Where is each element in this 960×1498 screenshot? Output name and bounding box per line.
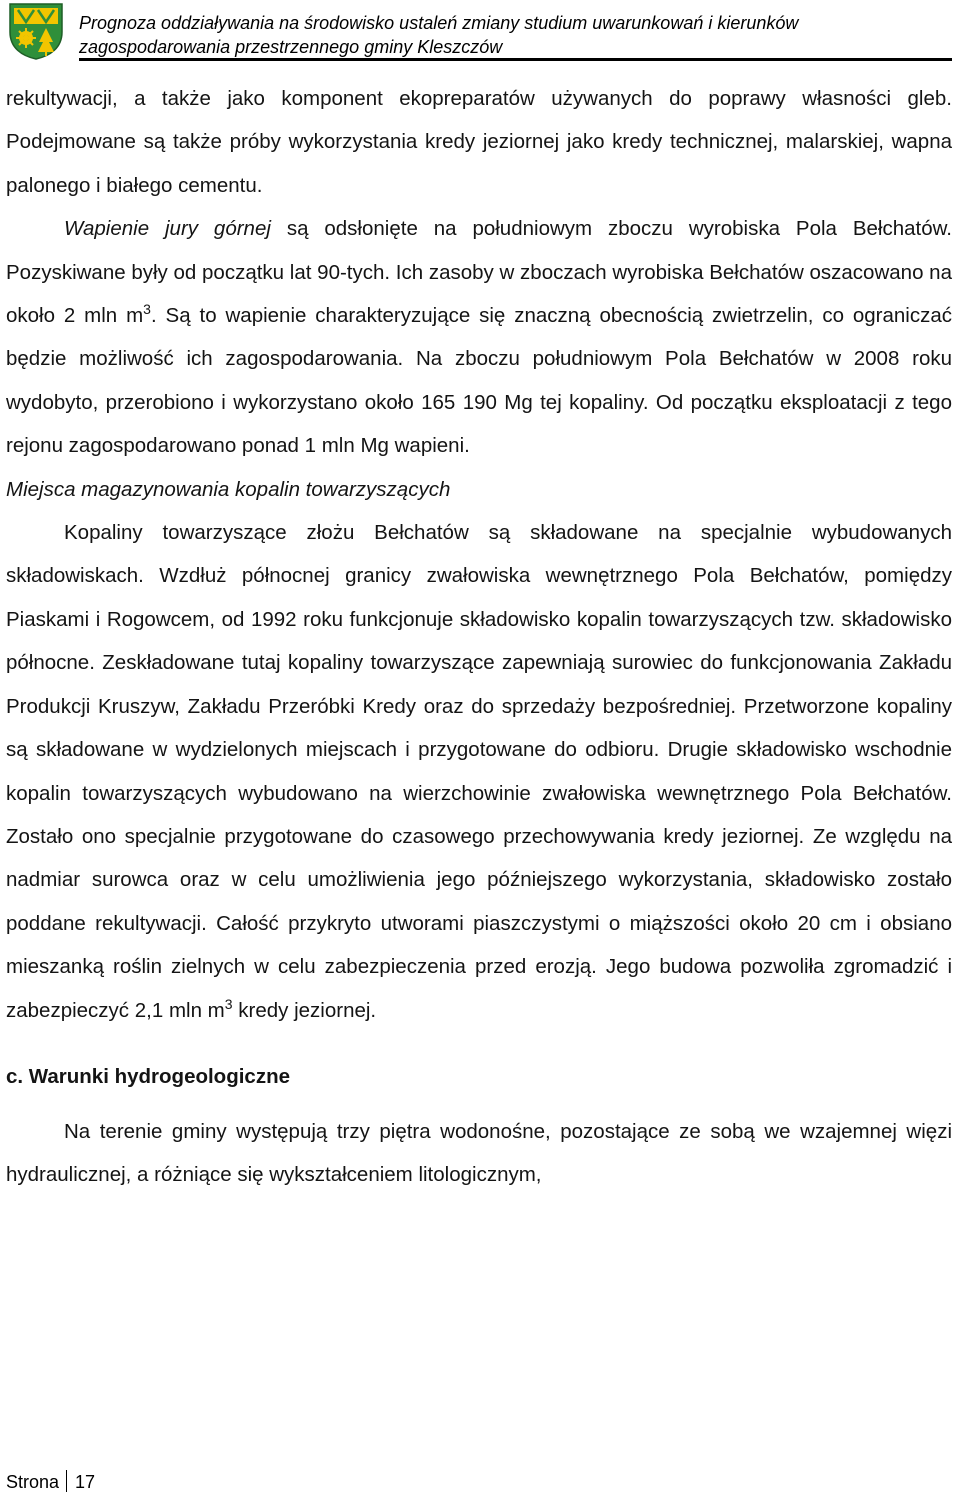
document-title: Prognoza oddziaływania na środowisko ustaleń zmiany studium uwarunkowań i kierunków zagospodarowania przestrzennego gminy Kleszczów — [79, 13, 799, 57]
superscript: 3 — [143, 301, 151, 318]
paragraph-text: Kopaliny towarzyszące złożu Bełchatów są składowane na specjalnie wybudowanych składowiskach. Wzdłuż północnej granicy zwałowiska wewnętrznego Pola Bełchatów, pomiędzy Piaskami i Rogowcem, od 1992 roku funkcjonuje składowisko kopalin towarzyszących tzw. składowisko północne. Zeskładowane tutaj kopaliny towarzyszące zapewniają surowiec do funkcjonowania Zakładu Produkcji Kruszyw, Zakładu Przeróbki Kredy oraz do sprzedaży bezpośredniej. Przetworzone kopaliny są składowane w wydzielonych miejscach i przygotowane do odbioru. Drugie składowisko wschodnie kopalin towarzyszących wybudowano na wierzchowinie zwałowiska wewnętrznego Pola Bełchatów. Zostało ono specjalnie przygotowane do czasowego przechowywania kredy jeziornej. Ze względu na nadmiar surowca oraz w celu umożliwienia jego późniejszego wykorzystania, składowisko zostało poddane rekultywacji. Całość przykryto utworami piaszczystymi o miąższości około 20 cm i obsiano mieszanką roślin zielnych w celu zabezpieczenia przed erozją. Jego budowa pozwoliła zgromadzić i zabezpieczyć 2,1 mln m — [6, 521, 952, 1022]
paragraph — [6, 207, 952, 467]
footer-separator — [66, 1470, 67, 1492]
paragraph-italic-term: Wapienie jury górnej — [64, 217, 271, 241]
header-divider — [79, 58, 952, 61]
page-number: 17 — [75, 1472, 96, 1492]
paragraph — [6, 77, 952, 207]
paragraph — [6, 1110, 952, 1197]
paragraph-text: są odsłonięte na południowym zboczu wyrobiska Pola Bełchatów. Pozyskiwane były od początku lat 90-tych. Ich zasoby w zboczach wyrobiska Bełchatów oszacowano na około 2 mln m — [6, 217, 952, 328]
coat-of-arms-icon — [6, 2, 66, 60]
subheading — [6, 468, 952, 511]
page-footer — [6, 1470, 95, 1494]
paragraph-text: . Są to wapienie charakteryzujące się znaczną obecnością zwietrzelin, co ograniczać będzie możliwość ich zagospodarowania. Na zboczu południowym Pola Bełchatów w 2008 roku wydobyto, przerobiono i wykorzystano około 165 190 Mg tej kopaliny. Od początku eksploatacji z tego rejonu zagospodarowano ponad 1 mln Mg wapieni. — [6, 304, 952, 458]
subheading-text: Miejsca magazynowania kopalin towarzyszących — [6, 477, 451, 501]
page-header — [0, 0, 960, 62]
paragraph-text: rekultywacji, a także jako komponent ekopreparatów używanych do poprawy własności gleb. Podejmowane są także próby wykorzystania kredy jeziornej jako kredy technicznej, malarskiej, wapna palonego i białego cementu. — [6, 87, 952, 197]
paragraph-text: Na terenie gminy występują trzy piętra wodonośne, pozostające ze sobą we wzajemnej więzi hydraulicznej, a różniące się wykształceniem litologicznym, — [6, 1119, 952, 1187]
superscript: 3 — [224, 995, 233, 1012]
paragraph-text: kredy jeziornej. — [232, 998, 377, 1022]
paragraph — [6, 511, 952, 1032]
section-heading: c. Warunki hydrogeologiczne — [6, 1064, 290, 1088]
document-body — [6, 77, 952, 1197]
page-label: Strona — [6, 1472, 60, 1492]
